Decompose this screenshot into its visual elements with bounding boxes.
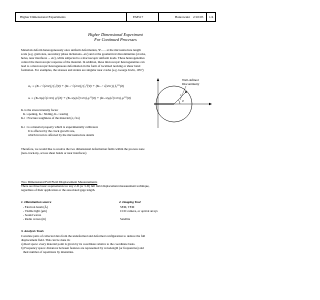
header-divider xyxy=(206,13,207,21)
imaging-item: Satellite xyxy=(120,217,131,221)
analysis-line: displacement field. This can be done in: xyxy=(21,238,71,242)
def-k4: Kᵢc : is a material property which is experimentally calibrated. xyxy=(21,125,99,129)
header-course: EM517 xyxy=(133,15,144,19)
def-k6: which in turn is affected by the microstructure details xyxy=(28,133,95,137)
def-k1: Kᵢ is the stress intensity factor xyxy=(21,108,59,112)
therefore-line: Therefore, we would like to resolve the two dimensional deformation fields within the process zone xyxy=(21,147,145,151)
imaging-item: SEM, TEM xyxy=(120,205,135,209)
section-line: regardless of their application or the associated gage length. xyxy=(21,188,96,192)
analysis-title: 3. Analysis Tools xyxy=(21,229,44,233)
header-bar xyxy=(15,12,216,22)
header-left: Higher Dimensional Experiments xyxy=(20,15,66,19)
header-divider xyxy=(126,13,127,21)
section-line: There are three basic requirements for any 2-D (or 3-D) full field displacement measurement technique, xyxy=(21,184,150,188)
header-date: 2/10/05 xyxy=(193,15,204,19)
analysis-line: b) Frequency space: distances between features are represented by wavelength (or frequencies) and xyxy=(21,246,144,250)
intro-line: scale (e.g. grain size, secondary phase inclusions...etc) and at the geometrical discontinuities (cracks, xyxy=(21,52,146,56)
intro-line: Materials deform heterogeneously once uniform deformation, Ψₓₓₓₓₓₓ at the microstructure length xyxy=(21,48,141,52)
crack-tip-figure xyxy=(150,74,220,130)
figure-label-top: Well-defined xyxy=(182,78,199,82)
theta-arc xyxy=(178,100,180,104)
x-arrowhead xyxy=(209,103,212,105)
section-title: Two Dimensional Full Field Displacement Measurements xyxy=(21,180,98,184)
illum-item: - Sound waves xyxy=(23,213,42,217)
analysis-line: Correlate pairs of collected data from the undeformed and deformed configuration to deduce the full xyxy=(21,234,146,238)
analysis-line: a) Real space: every material point is given by its coordinate relative to the coordinate basis. xyxy=(21,242,136,246)
material-point xyxy=(185,91,187,93)
imaging-item: CCD camera, or optical arrays xyxy=(120,209,158,213)
illum-item: - Electron beam (Å) xyxy=(23,205,48,209)
illum-item: - Radio waves (m) xyxy=(23,217,46,221)
illum-item: - Visible light (μm) xyxy=(23,209,47,213)
intro-line: lead to a macroscopic heterogeneous deformation in the form of localized necking or shear band xyxy=(21,64,141,68)
intro-line: holes, near interfaces ... etc), while subjected to a macroscopic uniform loads. These heterogeneities xyxy=(21,56,145,60)
def-k2: Kᵢ: opening, Kᵢᵢ: Sliding, Kᵢᵢᵢ: tearing xyxy=(23,112,69,116)
illum-title: 1. Illumination source xyxy=(21,200,52,204)
title-line-1: Higher Dimensional Experiment xyxy=(88,32,143,37)
analysis-line: their number of repetitions by intensities. xyxy=(23,250,75,254)
def-k5: It is affected by the crack growth rate, xyxy=(28,129,76,133)
label-theta: θ xyxy=(182,99,184,103)
def-k3: Kᵢc : Fracture toughness of the material (σᵧ√πa) xyxy=(21,116,80,120)
figure-label-top2: Discontinuity xyxy=(182,82,200,86)
intro-line: formation. For examples, the stresses and strains are singular near cracks (e.g. George Irwin, 1957) xyxy=(21,68,144,72)
intro-line: control the macroscopic response of the material. In addition, these microscopic heterogeneities can xyxy=(21,60,145,64)
header-author: Banrowski xyxy=(175,15,190,19)
stress-equation: σᵢⱼ = (Kᵢ / √(2πr)) fᵢⱼᴵ(θ) + (Kᵢᵢ / √(2πr)) fᵢⱼᴵᴵ(θ) + (Kᵢᵢᵢ / √(2πr)) fᵢⱼᴵᴵᴵ(θ) xyxy=(28,84,124,88)
imaging-title: 2. Imaging Tool xyxy=(119,200,141,204)
header-page: 1/4 xyxy=(209,15,214,19)
title-line-2: For Continued Processes xyxy=(94,37,137,42)
displacement-equation: uᵢ = (Kᵢ/2μ)√(r/2π) gᵢᴵ(θ) + (Kᵢᵢ/2μ)√(r/2π) gᵢᴵᴵ(θ) + (Kᵢᵢᵢ/2μ)√(r/2π) gᵢᴵᴵᴵ(θ) xyxy=(28,96,131,100)
header-divider xyxy=(158,13,159,21)
therefore-line: (non-crack-tip, across sheet bands or near interfaces) xyxy=(21,151,87,155)
y-arrowhead xyxy=(157,78,159,81)
label-r: r xyxy=(180,93,182,97)
